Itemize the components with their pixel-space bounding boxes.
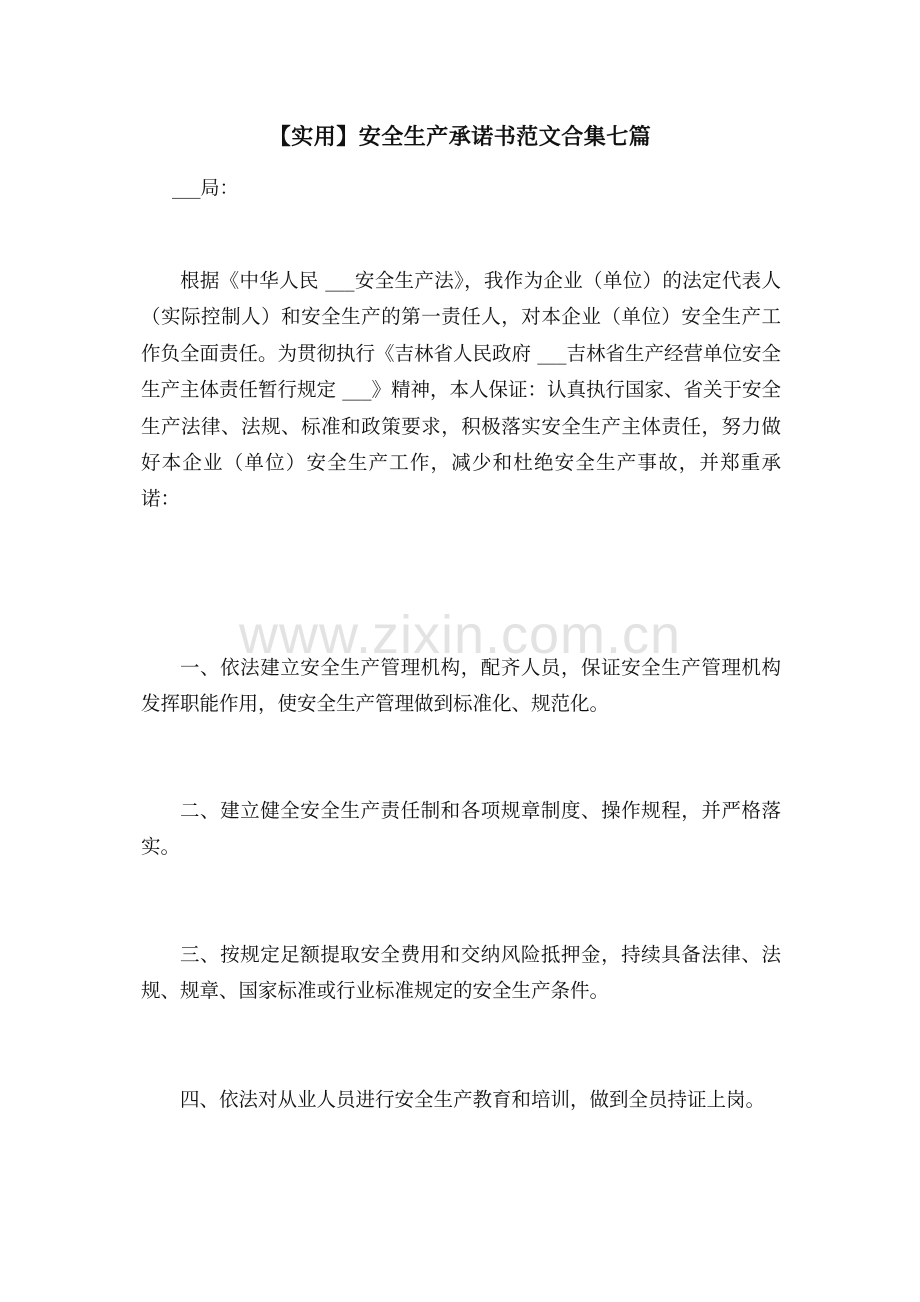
paragraph-intro: 根据《中华人民 ___安全生产法》，我作为企业（单位）的法定代表人（实际控制人）和安全生产的第一责任人，对本企业（单位）安全生产工作负全面责任。为贯彻执行《吉林省人民政府 ___吉林省生产经营单位安全生产主体责任暂行规定 ___》精神，本人保证：认真执行国家、省关于安全生产法律、法规、标准和政策要求，积极落实安全生产主体责任，努力做好本企业（单位）安全生产工作，减少和杜绝安全生产事故，并郑重承诺： — [141, 269, 781, 511]
paragraph-item-4: 四、依法对从业人员进行安全生产教育和培训，做到全员持证上岗。 — [180, 1088, 766, 1111]
addressee-line: ___局： — [172, 177, 239, 199]
watermark-text: www.zixin.com.cn — [238, 605, 682, 665]
document-title: 【实用】安全生产承诺书范文合集七篇 — [268, 124, 652, 150]
paragraph-item-2: 二、建立健全安全生产责任制和各项规章制度、操作规程，并严格落实。 — [141, 799, 781, 859]
paragraph-item-1: 一、依法建立安全生产管理机构，配齐人员，保证安全生产管理机构发挥职能作用，使安全生产管理做到标准化、规范化。 — [141, 656, 781, 716]
paragraph-item-3: 三、按规定足额提取安全费用和交纳风险抵押金，持续具备法律、法规、规章、国家标准或行业标准规定的安全生产条件。 — [141, 943, 781, 1003]
